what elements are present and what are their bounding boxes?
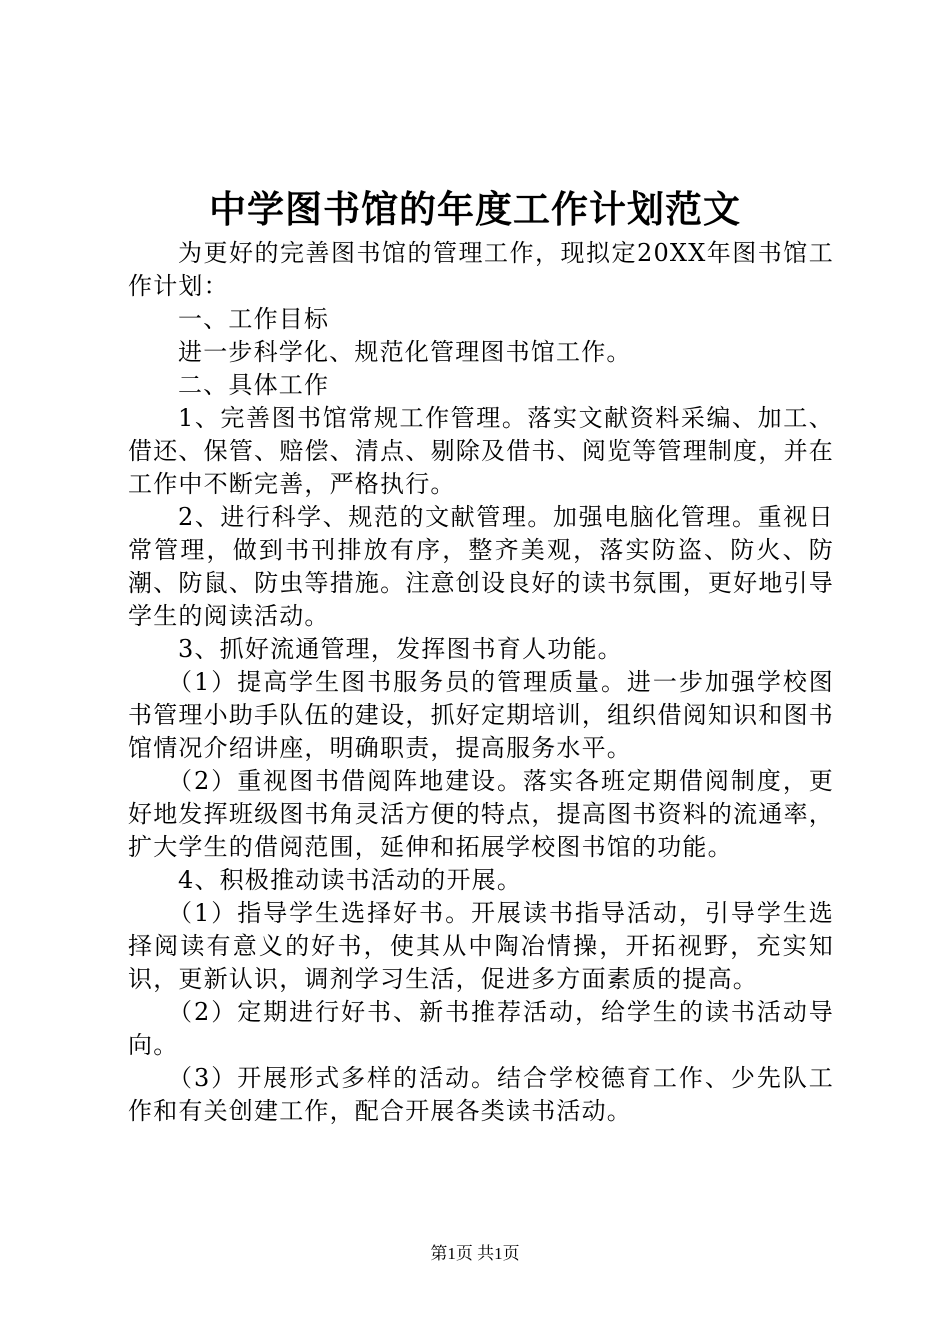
document-body [128, 237, 834, 1128]
paragraph-item-3: 3、抓好流通管理，发挥图书育人功能。 [178, 635, 623, 663]
paragraph-item-3-2: （2）重视图书借阅阵地建设。落实各班定期借阅制度，更好地发挥班级图书角灵活方便的特点，提高图书资料的流通率，扩大学生的借阅范围，延伸和拓展学校图书馆的功能。 [128, 767, 834, 861]
paragraph-item-3-1: （1）提高学生图书服务员的管理质量。进一步加强学校图书管理小助手队伍的建设，抓好定期培训，组织借阅知识和图书馆情况介绍讲座，明确职责，提高服务水平。 [128, 668, 834, 762]
paragraph-item-1: 1、完善图书馆常规工作管理。落实文献资料采编、加工、借还、保管、赔偿、清点、剔除及借书、阅览等管理制度，并在工作中不断完善，严格执行。 [128, 404, 834, 498]
paragraph-item-4: 4、积极推动读书活动的开展。 [178, 866, 523, 894]
document-title: 中学图书馆的年度工作计划范文 [209, 187, 741, 231]
paragraph-item-4-3: （3）开展形式多样的活动。结合学校德育工作、少先队工作和有关创建工作，配合开展各类读书活动。 [128, 1064, 834, 1125]
paragraph-item-4-2: （2）定期进行好书、新书推荐活动，给学生的读书活动导向。 [128, 998, 834, 1059]
paragraph-intro: 为更好的完善图书馆的管理工作，现拟定20XX年图书馆工作计划： [128, 239, 834, 300]
page-footer: 第1页 共1页 [430, 1244, 520, 1263]
paragraph-goal: 进一步科学化、规范化管理图书馆工作。 [178, 338, 632, 366]
heading-work-goal: 一、工作目标 [178, 305, 330, 333]
heading-specific-work: 二、具体工作 [178, 371, 330, 399]
paragraph-item-4-1: （1）指导学生选择好书。开展读书指导活动，引导学生选择阅读有意义的好书，使其从中陶冶情操，开拓视野，充实知识，更新认识，调剂学习生活，促进多方面素质的提高。 [128, 899, 834, 993]
paragraph-item-2: 2、进行科学、规范的文献管理。加强电脑化管理。重视日常管理，做到书刊排放有序，整齐美观，落实防盗、防火、防潮、防鼠、防虫等措施。注意创设良好的读书氛围，更好地引导学生的阅读活动。 [128, 503, 834, 630]
